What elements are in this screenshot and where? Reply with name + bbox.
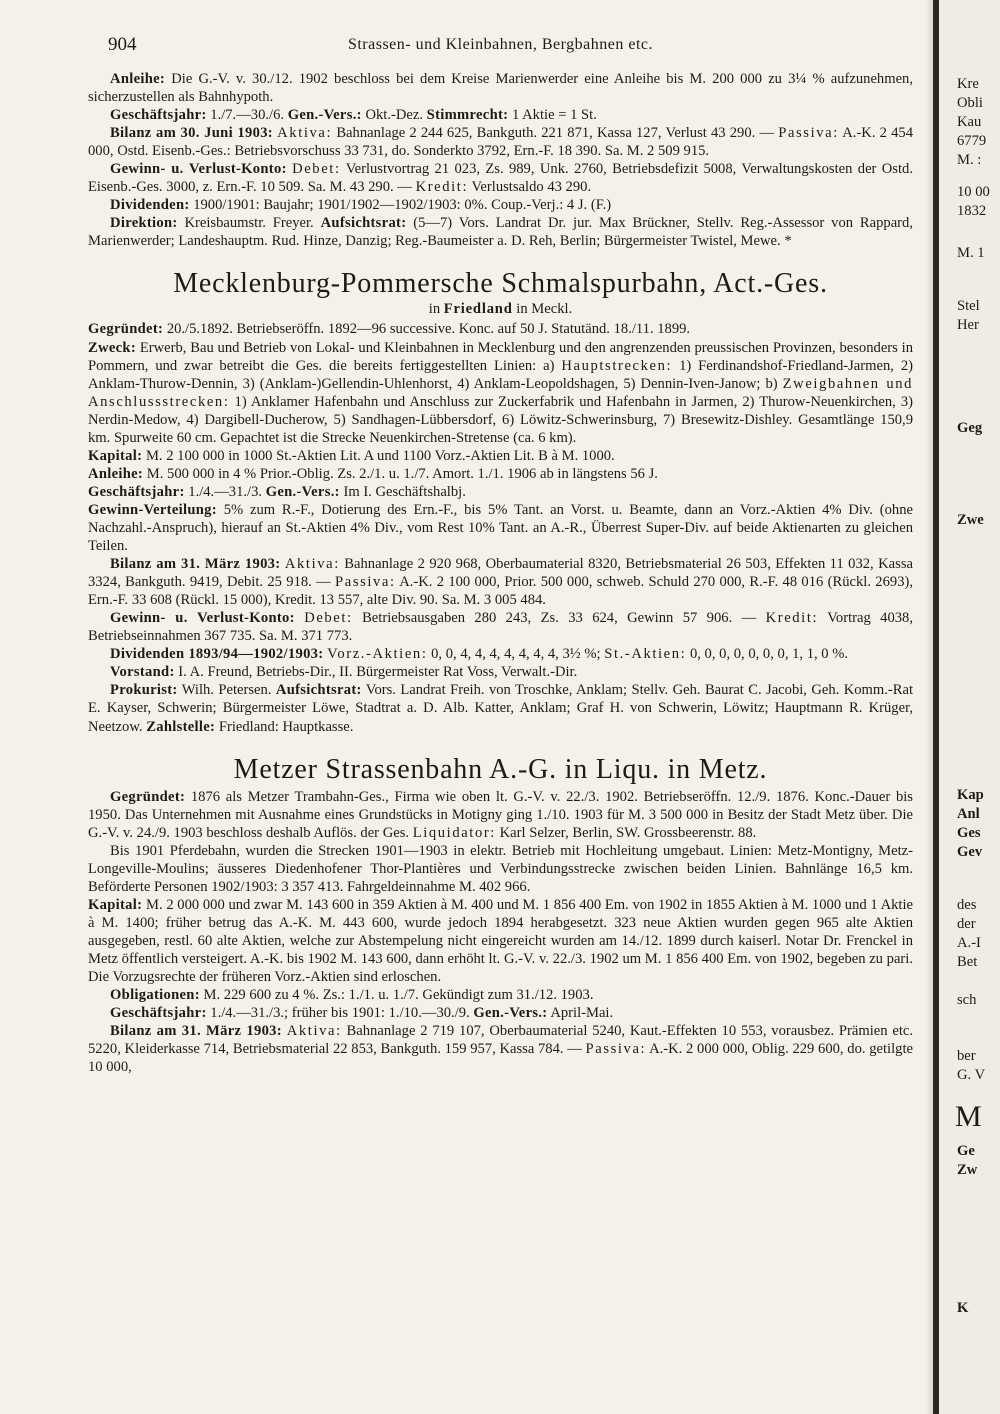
- anleihe-text: M. 500 000 in 4 % Prior.-Oblig. Zs. 2./1. u. 1./7. Amort. 1./1. 1906 ab in längstens 56 J.: [146, 465, 658, 482]
- adjacent-fragment: Stel: [957, 298, 980, 314]
- passiva-label: Passiva:: [778, 125, 839, 142]
- gen-vers-label: Gen.-Vers.:: [287, 107, 362, 124]
- bilanz-label: Bilanz am 31. März 1903:: [110, 556, 281, 573]
- kapital-paragraph: [88, 896, 913, 986]
- entry-continuation: [88, 70, 913, 250]
- gegruendet-text: 20./5.1892. Betriebseröffn. 1892—96 successive. Konc. auf 50 J. Statutänd. 18./11. 1899.: [166, 321, 691, 338]
- hauptstrecken-text: 1) Ferdinandshof-Friedland-Jarmen, 2) Anklam-Thurow-Dennin, 3) (Anklam-)Gellendin-Uhlenhorst, 4) Anklam-Leopoldshagen, 5) Dennin-Iven-Janow; b): [88, 357, 914, 392]
- page-header: [88, 20, 913, 70]
- aufsichtsrat-label: Aufsichtsrat:: [275, 682, 362, 699]
- vorstand-paragraph: [88, 663, 913, 681]
- bilanz-paragraph: [88, 555, 913, 609]
- entry-heading: [88, 268, 913, 318]
- dividenden-text: 1900/1901: Baujahr; 1901/1902—1902/1903: 0%. Coup.-Verj.: 4 J. (F.): [193, 197, 612, 214]
- passiva-text: A.-K. 2 100 000, Prior. 500 000, schweb. Schuld 270 000, R.-F. 48 016 (Rückl. 2693), Ern.-F. 33 608 (Rückl. 15 000), Kredit. 13 557, alte Div. 90. Sa. M. 3 005 484.: [88, 574, 914, 609]
- company-title: Metzer Strassenbahn A.-G. in Liqu. in Metz.: [233, 753, 768, 785]
- zahlstelle-text: Friedland: Hauptkasse.: [218, 718, 354, 735]
- adjacent-page-strip: [939, 0, 1000, 1414]
- running-title: Strassen- und Kleinbahnen, Bergbahnen etc.: [347, 36, 654, 53]
- kredit-text: Verlustsaldo 43 290.: [471, 179, 592, 196]
- aktiva-text: Bahnanlage 2 920 968, Oberbaumaterial 8320, Betriebsmaterial 26 503, Effekten 11 032, Kassa 3324, Bankguth. 9419, Debit. 25 918. —: [88, 556, 913, 591]
- company-entry: [88, 320, 913, 735]
- debet-text: Betriebsausgaben 280 243, Zs. 33 624, Gewinn 57 906. —: [362, 610, 757, 627]
- aktiva-label: Aktiva:: [277, 125, 333, 142]
- dividenden-label: Dividenden:: [110, 197, 190, 214]
- meta-paragraph: [88, 483, 913, 501]
- obligationen-paragraph: [88, 986, 913, 1004]
- direktion-label: Direktion:: [110, 215, 178, 232]
- adjacent-fragment: Kau: [957, 114, 982, 130]
- direktion-text: Kreisbaumstr. Freyer.: [184, 215, 314, 232]
- prokurist-label: Prokurist:: [110, 682, 178, 699]
- adjacent-fragment: M. :: [957, 152, 982, 168]
- adjacent-fragment: Ge: [957, 1143, 975, 1159]
- vorz-aktien-label: Vorz.-Aktien:: [327, 646, 428, 663]
- anleihe-label: Anleihe:: [88, 465, 144, 482]
- kredit-label: Kredit:: [415, 179, 469, 196]
- dividenden-label: Dividenden 1893/94—1902/1903:: [110, 646, 324, 663]
- debet-label: Debet:: [292, 161, 341, 178]
- guv-label: Gewinn- u. Verlust-Konto:: [110, 610, 295, 627]
- anleihe-text: Die G.-V. v. 30./12. 1902 beschloss bei dem Kreise Marienwerder eine Anleihe bis M. 200 000 zu 3¼ % aufzunehmen, sicherzustellen als Bahnhypoth.: [88, 71, 913, 106]
- aktiva-text: Bahnanlage 2 719 107, Oberbaumaterial 5240, Kaut.-Effekten 10 553, vorausbez. Prämien etc. 5220, Kleiderkasse 714, Betriebsmaterial 22 853, Bankguth. 159 957, Kassa 784. —: [88, 1023, 914, 1058]
- page-number: 904: [108, 34, 137, 55]
- adjacent-fragment: Obli: [957, 95, 983, 111]
- aktiva-label: Aktiva:: [286, 1023, 342, 1040]
- gegruendet-paragraph: [88, 788, 913, 842]
- company-location: [88, 300, 913, 318]
- adjacent-fragment: Kre: [957, 76, 979, 92]
- vorstand-text: I. A. Freund, Betriebs-Dir., II. Bürgermeister Rat Voss, Verwalt.-Dir.: [178, 664, 578, 681]
- geschaeftsjahr-label: Geschäftsjahr:: [88, 483, 185, 500]
- stimmrecht-label: Stimmrecht:: [426, 107, 509, 124]
- st-aktien-label: St.-Aktien:: [604, 646, 687, 663]
- location-city: Friedland: [443, 301, 513, 318]
- adjacent-fragment: 1832: [957, 203, 987, 219]
- zweck-text: Erwerb, Bau und Betrieb von Lokal- und Kleinbahnen in Mecklenburg und den angrenzenden preussischen Provinzen, besonders in Pommern, und zwar betreibt die Ges. die bereits fertiggestellten Linien: a): [88, 339, 913, 374]
- gegruendet-text: 1876 als Metzer Trambahn-Ges., Firma wie oben lt. G.-V. v. 22./3. 1902. Betriebseröffn. 12./9. 1876. Konc.-Dauer bis 1950. Das Unternehmen mit Ausnahme eines Grundstücks in Motigny ging 1./10. 1903 für M. 3 500 000 in Besitz der Stadt Metz über. Die G.-V. v. 24./9. 1903 beschloss deshalb Auflös. der Ges.: [88, 788, 913, 841]
- guv-paragraph: [88, 609, 913, 645]
- adjacent-fragment: 6779: [957, 133, 987, 149]
- zweigbahnen-text: 1) Anklamer Hafenbahn und Anschluss zur Zuckerfabrik und Hafenbahn in Jarmen, 2) Thurow-Neuenkirchen, 3) Nerdin-Medow, 4) Dargibell-Ducherow, 5) Sandhagen-Lübbersdorf, 6) Löwitz-Schwerinsburg, 7) Bresewitz-Dishley. Gesamtlänge 150,9 km. Spurweite 60 cm. Gepachtet ist die Strecke Neuenkirchen-Stretense (ca. 6 km).: [88, 393, 914, 446]
- st-aktien-text: 0, 0, 0, 0, 0, 0, 0, 1, 1, 0 %.: [689, 646, 849, 663]
- bilanz-label: Bilanz am 30. Juni 1903:: [110, 125, 273, 142]
- zweigbahnen-label: Zweigbahnen und Anschlussstrecken:: [88, 375, 914, 410]
- anleihe-paragraph: [88, 70, 913, 106]
- hauptstrecken-label: Hauptstrecken:: [561, 357, 673, 374]
- liquidator-label: Liquidator:: [412, 824, 496, 841]
- entry-heading: [88, 754, 913, 786]
- bilanz-paragraph: [88, 124, 913, 160]
- adjacent-fragment: Her: [957, 317, 979, 333]
- adjacent-fragment: des: [957, 897, 977, 913]
- direktion-paragraph: [88, 214, 913, 250]
- main-column: [88, 20, 913, 1076]
- kredit-label: Kredit:: [765, 610, 819, 627]
- passiva-text: A.-K. 2 000 000, Oblig. 229 600, do. getilgte 10 000,: [88, 1041, 913, 1076]
- adjacent-fragment: Ges: [957, 825, 981, 841]
- aufsichtsrat-text: Vors. Landrat Freih. von Troschke, Anklam; Stellv. Geh. Baurat C. Jacobi, Geh. Komm.-Rat E. Kayser, Schwerin; Bürgermeister Löwe, Stadtrat a. D. Alb. Katter, Anklam; Graf H. von Schwerin, Löwitz; Hauptmann R. Krüger, Neetzow.: [88, 682, 914, 735]
- gewinn-verteilung-label: Gewinn-Verteilung:: [88, 501, 217, 518]
- zweck-label: Zweck:: [88, 339, 137, 356]
- adjacent-fragment: G. V: [957, 1067, 986, 1083]
- gegruendet-label: Gegründet:: [88, 321, 164, 338]
- bilanz-label: Bilanz am 31. März 1903:: [110, 1023, 282, 1040]
- debet-text: Verlustvortrag 21 023, Zs. 989, Unk. 2760, Betriebsdefizit 5008, Verwaltungskosten der Ostd. Eisenb.-Ges. 3000, z. Ern.-F. 10 509. Sa. M. 43 290. —: [88, 161, 913, 196]
- adjacent-fragment: der: [957, 916, 976, 932]
- adjacent-fragment: ber: [957, 1048, 976, 1064]
- gegruendet-paragraph: [88, 320, 913, 338]
- geschaeftsjahr-text: 1./4.—31./3.: [188, 483, 263, 500]
- meta-paragraph: [88, 1004, 913, 1022]
- prokurist-paragraph: [88, 681, 913, 735]
- aufsichtsrat-text: (5—7) Vors. Landrat Dr. jur. Max Brückner, Stellv. Reg.-Assessor von Rappard, Marienwerder; Landeshauptm. Rud. Hinze, Danzig; Reg.-Baumeister a. D. Reh, Berlin; Bürgermeister Twistel, Mewe. *: [88, 215, 913, 250]
- geschaeftsjahr-label: Geschäftsjahr:: [110, 107, 207, 124]
- adjacent-fragment: Kap: [957, 787, 984, 803]
- anleihe-paragraph: [88, 465, 913, 483]
- obligationen-label: Obligationen:: [110, 987, 200, 1004]
- adjacent-fragment: 10 00: [957, 184, 990, 200]
- aufsichtsrat-label: Aufsichtsrat:: [320, 215, 407, 232]
- adjacent-fragment: sch: [957, 992, 977, 1008]
- adjacent-fragment: Zwe: [957, 512, 984, 528]
- passiva-text: A.-K. 2 454 000, Ostd. Eisenb.-Ges.: Betriebsvorschuss 33 731, do. Sonderkto 3792, Ern.-F. 18 390. Sa. M. 2 509 915.: [88, 125, 914, 160]
- vorstand-label: Vorstand:: [110, 664, 175, 681]
- location-prefix: in: [428, 301, 441, 318]
- page-gutter-shadow: [925, 0, 933, 1414]
- vorz-aktien-text: 0, 0, 4, 4, 4, 4, 4, 4, 4, 3½ %;: [431, 646, 601, 663]
- geschaeftsjahr-text: 1./4.—31./3.; früher bis 1901: 1./10.—30./9.: [210, 1005, 470, 1022]
- zweck-paragraph: [88, 339, 913, 447]
- adjacent-fragment: Anl: [957, 806, 980, 822]
- dividenden-paragraph: [88, 645, 913, 663]
- bilanz-paragraph: [88, 1022, 913, 1076]
- location-suffix: in Meckl.: [516, 301, 573, 318]
- passiva-label: Passiva:: [335, 574, 396, 591]
- dividenden-paragraph: [88, 196, 913, 214]
- history-paragraph: Bis 1901 Pferdebahn, wurden die Strecken 1901—1903 in elektr. Betrieb mit Hochleitung umgebaut. Linien: Metz-Montigny, Metz-Longeville-Moulins; äusseres Diedenhofener Thor-Plantières und Verbindungsstrecke zwischen beiden Linien. Bahnlänge 16,5 km. Beförderte Personen 1902/1903: 3 357 413. Fahrgeldeinnahme M. 402 966.: [88, 842, 913, 895]
- aktiva-text: Bahnanlage 2 244 625, Bankguth. 221 871, Kassa 127, Verlust 43 290. —: [336, 125, 775, 142]
- gewinn-verteilung-text: 5% zum R.-F., Dotierung des Ern.-F., bis 5% Tant. an Vorst. u. Beamte, dann an Vorz.-Aktien 4% Div. (ohne Nachzahl.-Anspruch), hierauf an St.-Aktien 4% Div., vom Rest 10% Tant. an A.-R., Überrest Super-Div. auf beide Aktienarten zu gleichen Teilen.: [88, 501, 913, 555]
- gewinn-verteilung-paragraph: [88, 501, 913, 555]
- geschaeftsjahr-text: 1./7.—30./6.: [210, 107, 285, 124]
- adjacent-fragment: M. 1: [957, 245, 985, 261]
- company-entry: [88, 788, 913, 1077]
- gen-vers-text: Im I. Geschäftshalbj.: [343, 483, 466, 500]
- adjacent-fragment: K: [957, 1300, 969, 1316]
- gegruendet-label: Gegründet:: [110, 788, 186, 805]
- prokurist-text: Wilh. Petersen.: [181, 682, 272, 699]
- geschaeftsjahr-label: Geschäftsjahr:: [110, 1005, 207, 1022]
- adjacent-fragment: A.-I: [957, 935, 981, 951]
- meta-paragraph: [88, 106, 913, 124]
- passiva-label: Passiva:: [585, 1041, 647, 1058]
- adjacent-fragment: Geg: [957, 420, 983, 436]
- stimmrecht-text: 1 Aktie = 1 St.: [511, 107, 597, 124]
- gen-vers-label: Gen.-Vers.:: [265, 483, 340, 500]
- guv-paragraph: [88, 160, 913, 196]
- kredit-text: Vortrag 4038, Betriebseinnahmen 367 735. Sa. M. 371 773.: [88, 610, 913, 645]
- adjacent-fragment: Zw: [957, 1162, 978, 1178]
- gen-vers-text: April-Mai.: [550, 1005, 614, 1022]
- kapital-label: Kapital:: [88, 447, 143, 464]
- obligationen-text: M. 229 600 zu 4 %. Zs.: 1./1. u. 1./7. Gekündigt zum 31./12. 1903.: [203, 987, 594, 1004]
- aktiva-label: Aktiva:: [284, 556, 340, 573]
- kapital-label: Kapital:: [88, 896, 143, 913]
- liquidator-text: Karl Selzer, Berlin, SW. Grossbeerenstr. 88.: [499, 824, 757, 841]
- adjacent-fragment: M: [955, 1100, 982, 1133]
- debet-label: Debet:: [304, 610, 353, 627]
- kapital-paragraph: [88, 447, 913, 465]
- gen-vers-text: Okt.-Dez.: [365, 107, 424, 124]
- company-title: Mecklenburg-Pommersche Schmalspurbahn, Act.-Ges.: [173, 268, 828, 300]
- kapital-text: M. 2 000 000 und zwar M. 143 600 in 359 Aktien à M. 400 und M. 1 856 400 Em. von 1902 in 1855 Aktien à M. 1000 und 1 Aktie à M. 1400; früher betrug das A.-K. M. 443 600, wurde jedoch 1894 herabgesetzt. 323 neue Aktien wurden gegen 965 alte Aktien ausgegeben, restl. 60 alte Aktien, welche zur Abstempelung nicht eingereicht wurden am 14./12. 1899 durch kaiserl. Notar Dr. Frenckel in Metz öffentlich versteigert. A.-K. bis 1902 M. 143 600, dann erhöht lt. G.-V. v. 22./3. 1902 um M. 1 856 400 Em. von 1902, begeben zu pari. Die Vorzugsrechte der früheren Vorz.-Aktien sind erloschen.: [88, 896, 913, 986]
- gen-vers-label: Gen.-Vers.:: [473, 1005, 548, 1022]
- anleihe-label: Anleihe:: [110, 71, 166, 87]
- adjacent-fragment: Gev: [957, 844, 983, 860]
- zahlstelle-label: Zahlstelle:: [146, 718, 216, 735]
- adjacent-fragment: Bet: [957, 954, 978, 970]
- guv-label: Gewinn- u. Verlust-Konto:: [110, 161, 287, 178]
- kapital-text: M. 2 100 000 in 1000 St.-Aktien Lit. A und 1100 Vorz.-Aktien Lit. B à M. 1000.: [145, 447, 615, 464]
